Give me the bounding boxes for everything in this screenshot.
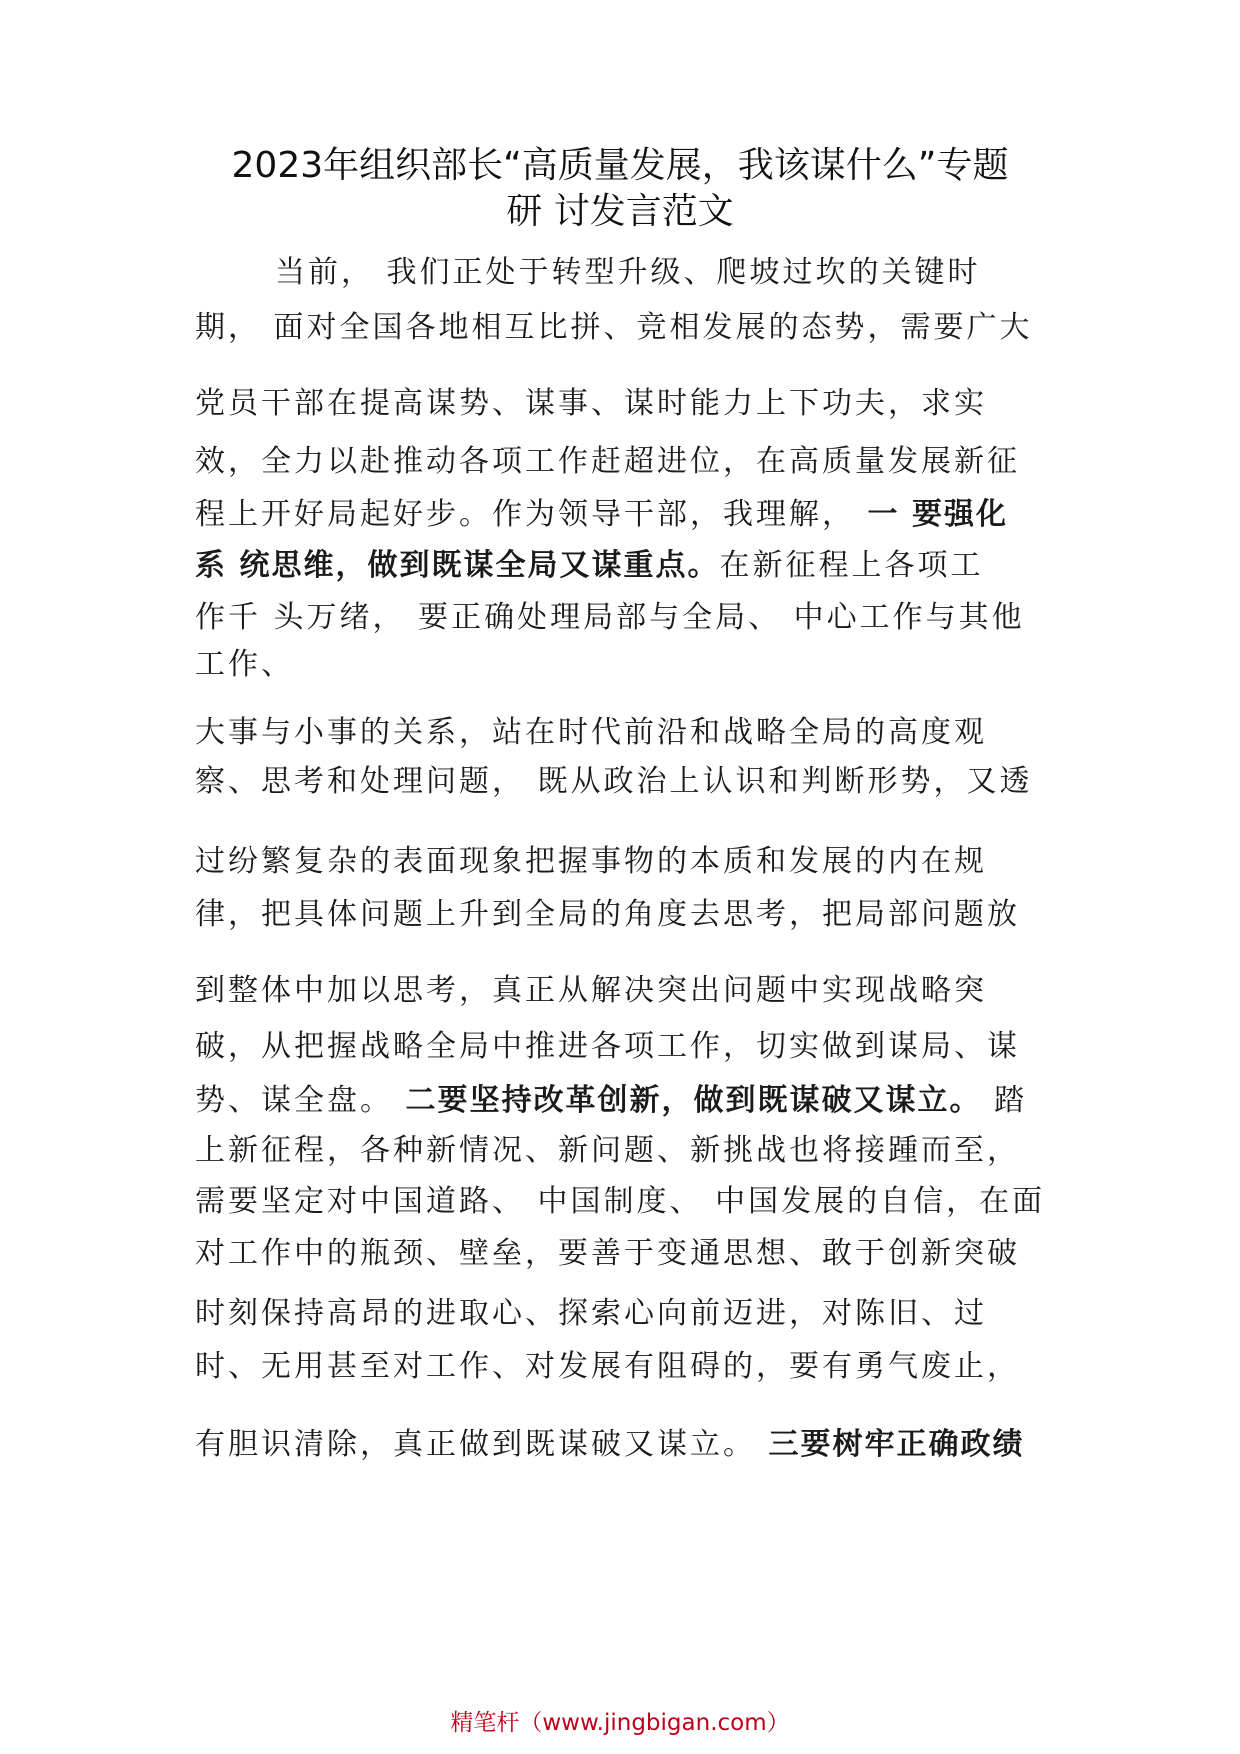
body-line xyxy=(195,1427,1025,1462)
body-line: 律，把具体问题上升到全局的角度去思考，把局部问题放 xyxy=(195,897,1020,932)
body-line xyxy=(195,548,984,583)
body-line: 党员干部在提高谋势、谋事、谋时能力上下功夫，求实 xyxy=(195,386,987,421)
footer-watermark: 精笔杆（www.jingbigan.com） xyxy=(450,1710,790,1736)
body-text: 有胆识清除，真正做到既谋破又谋立。 xyxy=(195,1427,756,1462)
body-text: 在新征程上各项工 xyxy=(719,548,984,583)
document-title-line-1: 2023年组织部长“高质量发展，我该谋什么”专题 xyxy=(231,145,1009,186)
body-line: 察、思考和处理问题， 既从政治上认识和判断形势，又透 xyxy=(195,764,1033,799)
body-line: 当前， 我们正处于转型升级、爬坡过坎的关键时 xyxy=(275,255,981,290)
body-line: 作千 头万绪， 要正确处理局部与全局、 中心工作与其他 xyxy=(195,600,1025,635)
body-line: 破，从把握战略全局中推进各项工作，切实做到谋局、谋 xyxy=(195,1029,1020,1064)
emphasis-heading-2: 二要坚持改革创新，做到既谋破又谋立。 xyxy=(405,1083,982,1118)
body-line: 时刻保持高昂的进取心、探索心向前迈进，对陈旧、过 xyxy=(195,1296,987,1331)
body-line: 大事与小事的关系，站在时代前沿和战略全局的高度观 xyxy=(195,715,987,750)
body-line: 上新征程，各种新情况、新问题、新挑战也将接踵而至， xyxy=(195,1133,1020,1168)
emphasis-heading-1b: 系 统思维，做到既谋全局又谋重点。 xyxy=(195,548,720,583)
body-line xyxy=(195,497,1008,532)
body-line: 到整体中加以思考，真正从解决突出问题中实现战略突 xyxy=(195,973,987,1008)
body-line xyxy=(195,1083,1028,1118)
body-line: 过纷繁复杂的表面现象把握事物的本质和发展的内在规 xyxy=(195,844,987,879)
body-text: 势、谋全盘。 xyxy=(195,1083,393,1118)
emphasis-heading-1a: 一 要强化 xyxy=(867,497,1008,532)
body-line: 期， 面对全国各地相互比拼、竞相发展的态势，需要广大 xyxy=(195,310,1033,345)
body-text: 踏 xyxy=(994,1083,1028,1118)
body-line: 工作、 xyxy=(195,647,294,682)
body-line: 需要坚定对中国道路、 中国制度、 中国发展的自信，在面 xyxy=(195,1184,1046,1219)
body-line: 时、无用甚至对工作、对发展有阻碍的，要有勇气废止， xyxy=(195,1349,1020,1384)
body-text: 程上开好局起好步。作为领导干部，我理解， xyxy=(195,497,855,532)
document-title-line-2: 研 讨发言范文 xyxy=(506,191,734,232)
body-line: 对工作中的瓶颈、壁垒，要善于变通思想、敢于创新突破 xyxy=(195,1236,1020,1271)
body-line: 效，全力以赴推动各项工作赶超进位，在高质量发展新征 xyxy=(195,444,1020,479)
emphasis-heading-3: 三要树牢正确政绩 xyxy=(768,1427,1025,1462)
